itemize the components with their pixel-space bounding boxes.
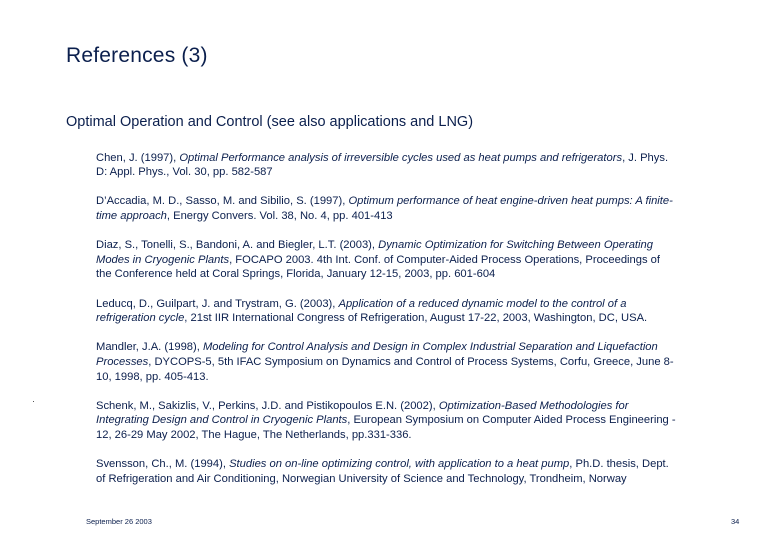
reference-item bbox=[66, 384, 676, 442]
reference-item bbox=[66, 326, 676, 384]
reference-source: , Ph.D. thesis, Dept. of Refrigeration and Air Conditioning, Norwegian University of Science and Technology, Trondheim, Norway bbox=[96, 458, 669, 485]
reference-authors: Leducq, D., Guilpart, J. and Trystram, G. (2003), bbox=[96, 297, 339, 310]
decorative-dot bbox=[33, 401, 34, 402]
reference-item bbox=[66, 224, 676, 282]
reference-title: Optimal Performance analysis of irreversible cycles used as heat pumps and refrigerators bbox=[179, 151, 623, 164]
reference-authors: Mandler, J.A. (1998), bbox=[96, 341, 203, 354]
reference-authors: D’Accadia, M. D., Sasso, M. and Sibilio, S. (1997), bbox=[96, 195, 349, 208]
reference-title: Studies on on-line optimizing control, with application to a heat pump bbox=[229, 458, 570, 471]
reference-item bbox=[66, 180, 676, 224]
page-number: 34 bbox=[731, 517, 740, 526]
reference-authors: Svensson, Ch., M. (1994), bbox=[96, 458, 230, 471]
reference-item bbox=[66, 282, 676, 326]
reference-title: Optimization-Based Methodologies for Integrating Design and Control in Cryogenic Plants bbox=[96, 399, 629, 427]
reference-source: , Energy Convers. Vol. 38, No. 4, pp. 401-413 bbox=[166, 209, 393, 222]
reference-authors: Schenk, M., Sakizlis, V., Perkins, J.D. and Pistikopoulos E.N. (2002), bbox=[96, 399, 439, 412]
footer-date: September 26 2003 bbox=[86, 517, 152, 526]
reference-source: , 21st IIR International Congress of Refrigeration, August 17-22, 2003, Washington, DC, USA. bbox=[184, 312, 648, 325]
reference-source: , European Symposium on Computer Aided Process Engineering - 12, 26-29 May 2002, The Hague, The Netherlands, pp.331-336. bbox=[96, 414, 676, 441]
reference-title: Dynamic Optimization for Switching Between Operating Modes in Cryogenic Plants bbox=[96, 239, 653, 266]
reference-title: Optimum performance of heat engine-driven heat pumps: A finite-time approach bbox=[96, 195, 673, 222]
reference-source: , J. Phys. D: Appl. Phys., Vol. 30, pp. 582-587 bbox=[96, 151, 669, 179]
reference-title: Modeling for Control Analysis and Design in Complex Industrial Separation and Liquefaction Processes bbox=[96, 341, 658, 368]
reference-item bbox=[66, 136, 676, 180]
reference-authors: Diaz, S., Tonelli, S., Bandoni, A. and Biegler, L.T. (2003), bbox=[96, 239, 379, 252]
page-title: References (3) bbox=[66, 44, 208, 67]
reference-authors: Chen, J. (1997), bbox=[96, 151, 180, 164]
reference-list bbox=[66, 136, 676, 486]
reference-source: , FOCAPO 2003. 4th Int. Conf. of Computer-Aided Process Operations, Proceedings of the Conference held at Coral Springs, Florida, January 12-15, 2003, pp. 601-604 bbox=[96, 253, 661, 281]
reference-title: Application of a reduced dynamic model to the control of a refrigeration cycle bbox=[96, 297, 627, 325]
reference-item bbox=[66, 442, 676, 486]
section-heading: Optimal Operation and Control (see also applications and LNG) bbox=[66, 114, 474, 130]
reference-source: , DYCOPS-5, 5th IFAC Symposium on Dynamics and Control of Process Systems, Corfu, Greece, June 8-10, 1998, pp. 405-413. bbox=[96, 355, 674, 383]
